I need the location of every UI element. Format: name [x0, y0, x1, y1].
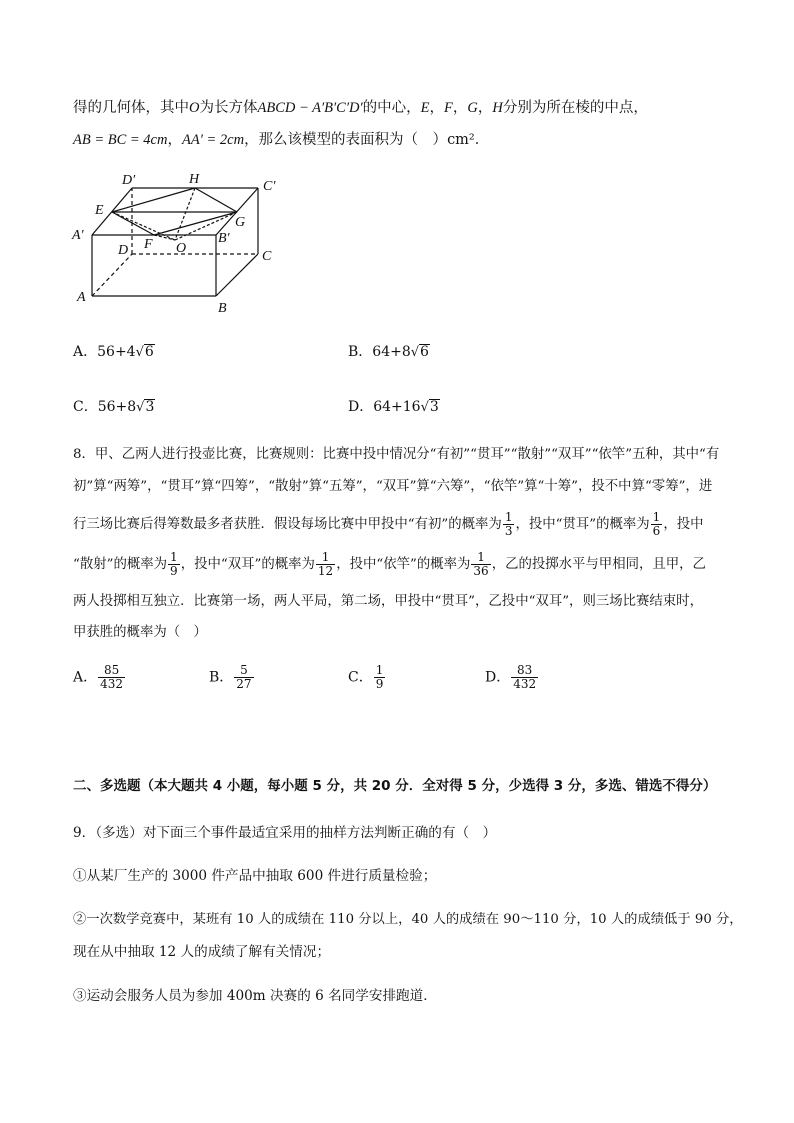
- q9-item3: ③运动会服务人员为参加 400m 决赛的 6 名同学安排跑道．: [73, 988, 437, 1004]
- q8-line6: 甲获胜的概率为（ ）: [73, 625, 207, 640]
- q8-option-c[interactable]: C． $\frac{1}{9}$: [348, 663, 384, 691]
- q9-item2-line1: ②一次数学竞赛中，某班有 10 人的成绩在 110 分以上，40 人的成绩在 90～110 分，10 人的成绩低于 90 分，: [73, 912, 743, 927]
- q8-line4: “散射”的概率为 $\frac{1}{9}$ ，投中“双耳”的概率为 $\frac{1}{12}$ ，投中“依竿”的概率为 $\frac{1}{36}$ ，乙的投掷水平与甲相同，且甲，乙: [73, 550, 706, 578]
- label-bp: B′: [218, 231, 230, 246]
- fraction-1-12: $\frac{1}{12}$: [317, 550, 334, 578]
- q7-option-d[interactable]: D．64+16√3: [348, 399, 439, 415]
- q8-option-d[interactable]: D． $\frac{83}{432}$: [485, 663, 537, 691]
- segment-eh: [112, 188, 195, 212]
- label-f: F: [144, 237, 153, 252]
- label-ap: A′: [72, 228, 84, 243]
- label-a: A: [77, 290, 86, 305]
- q9-item1: ①从某厂生产的 3000 件产品中抽取 600 件进行质量检验；: [73, 868, 437, 884]
- q7-option-a[interactable]: A．56+4√6: [73, 344, 154, 360]
- q7-stem-line1: 得的几何体，其中O为长方体ABCD − A′B′C′D′的中心，E，F，G，H分别为所在棱的中点，: [73, 100, 648, 116]
- label-b: B: [218, 301, 227, 316]
- segment-ho: [175, 188, 195, 240]
- q8-option-b[interactable]: B． $\frac{5}{27}$: [209, 663, 252, 691]
- section-heading: 二、多选题（本大题共 4 小题，每小题 5 分，共 20 分．全对得 5 分，少选得 3 分，多选、错选不得分）: [73, 778, 717, 794]
- label-g: G: [235, 215, 246, 230]
- label-c: C: [262, 249, 272, 264]
- segment-eo: [112, 212, 175, 240]
- q7-option-c[interactable]: C．56+8√3: [73, 399, 155, 415]
- q7-stem-line2: AB = BC = 4cm，AA′ = 2cm，那么该模型的表面积为（ ）cm²．: [73, 132, 490, 148]
- q7-option-b[interactable]: B．64+8√6: [348, 344, 429, 360]
- cuboid-figure: [70, 168, 290, 318]
- q8-line5: 两人投掷相互独立．比赛第一场，两人平局，第二场，甲投中“贯耳”，乙投中“双耳”，则三场比赛结束时，: [73, 594, 703, 609]
- fraction-1-3: $\frac{1}{3}$: [504, 510, 513, 538]
- label-dp: D′: [122, 173, 136, 188]
- label-h: H: [189, 172, 200, 187]
- label-d: D: [118, 243, 129, 258]
- label-e: E: [95, 203, 104, 218]
- edge-ad-hidden: [92, 254, 132, 296]
- fraction-1-6: $\frac{1}{6}$: [652, 510, 661, 538]
- segment-hg: [195, 188, 237, 212]
- edge-bc: [216, 254, 258, 296]
- fraction-1-9: $\frac{1}{9}$: [170, 550, 178, 578]
- q9-item2-line2: 现在从中抽取 12 人的成绩了解有关情况；: [73, 944, 331, 960]
- label-cp: C′: [263, 179, 276, 194]
- q9-stem: 9．（多选）对下面三个事件最适宜采用的抽样方法判断正确的有（ ）: [73, 825, 497, 841]
- q8-option-a[interactable]: A． $\frac{85}{432}$: [73, 663, 124, 691]
- label-o: O: [176, 241, 187, 256]
- q8-line3: 行三场比赛后得筹数最多者获胜．假设每场比赛中甲投中“有初”的概率为 $\frac{1}{3}$ ，投中“贯耳”的概率为 $\frac{1}{6}$ ，投中: [73, 510, 704, 538]
- q8-line1: 8．甲、乙两人进行投壶比赛，比赛规则：比赛中投中情况分“有初”“贯耳”“散射”“双耳”“依竿”五种，其中“有: [73, 447, 720, 462]
- fraction-1-36: $\frac{1}{36}$: [473, 550, 489, 578]
- q8-line2: 初”算“两筹”，“贯耳”算“四筹”，“散射”算“五筹”，“双耳”算“六筹”，“依竿”算“十筹”，投不中算“零筹”，进: [73, 479, 713, 494]
